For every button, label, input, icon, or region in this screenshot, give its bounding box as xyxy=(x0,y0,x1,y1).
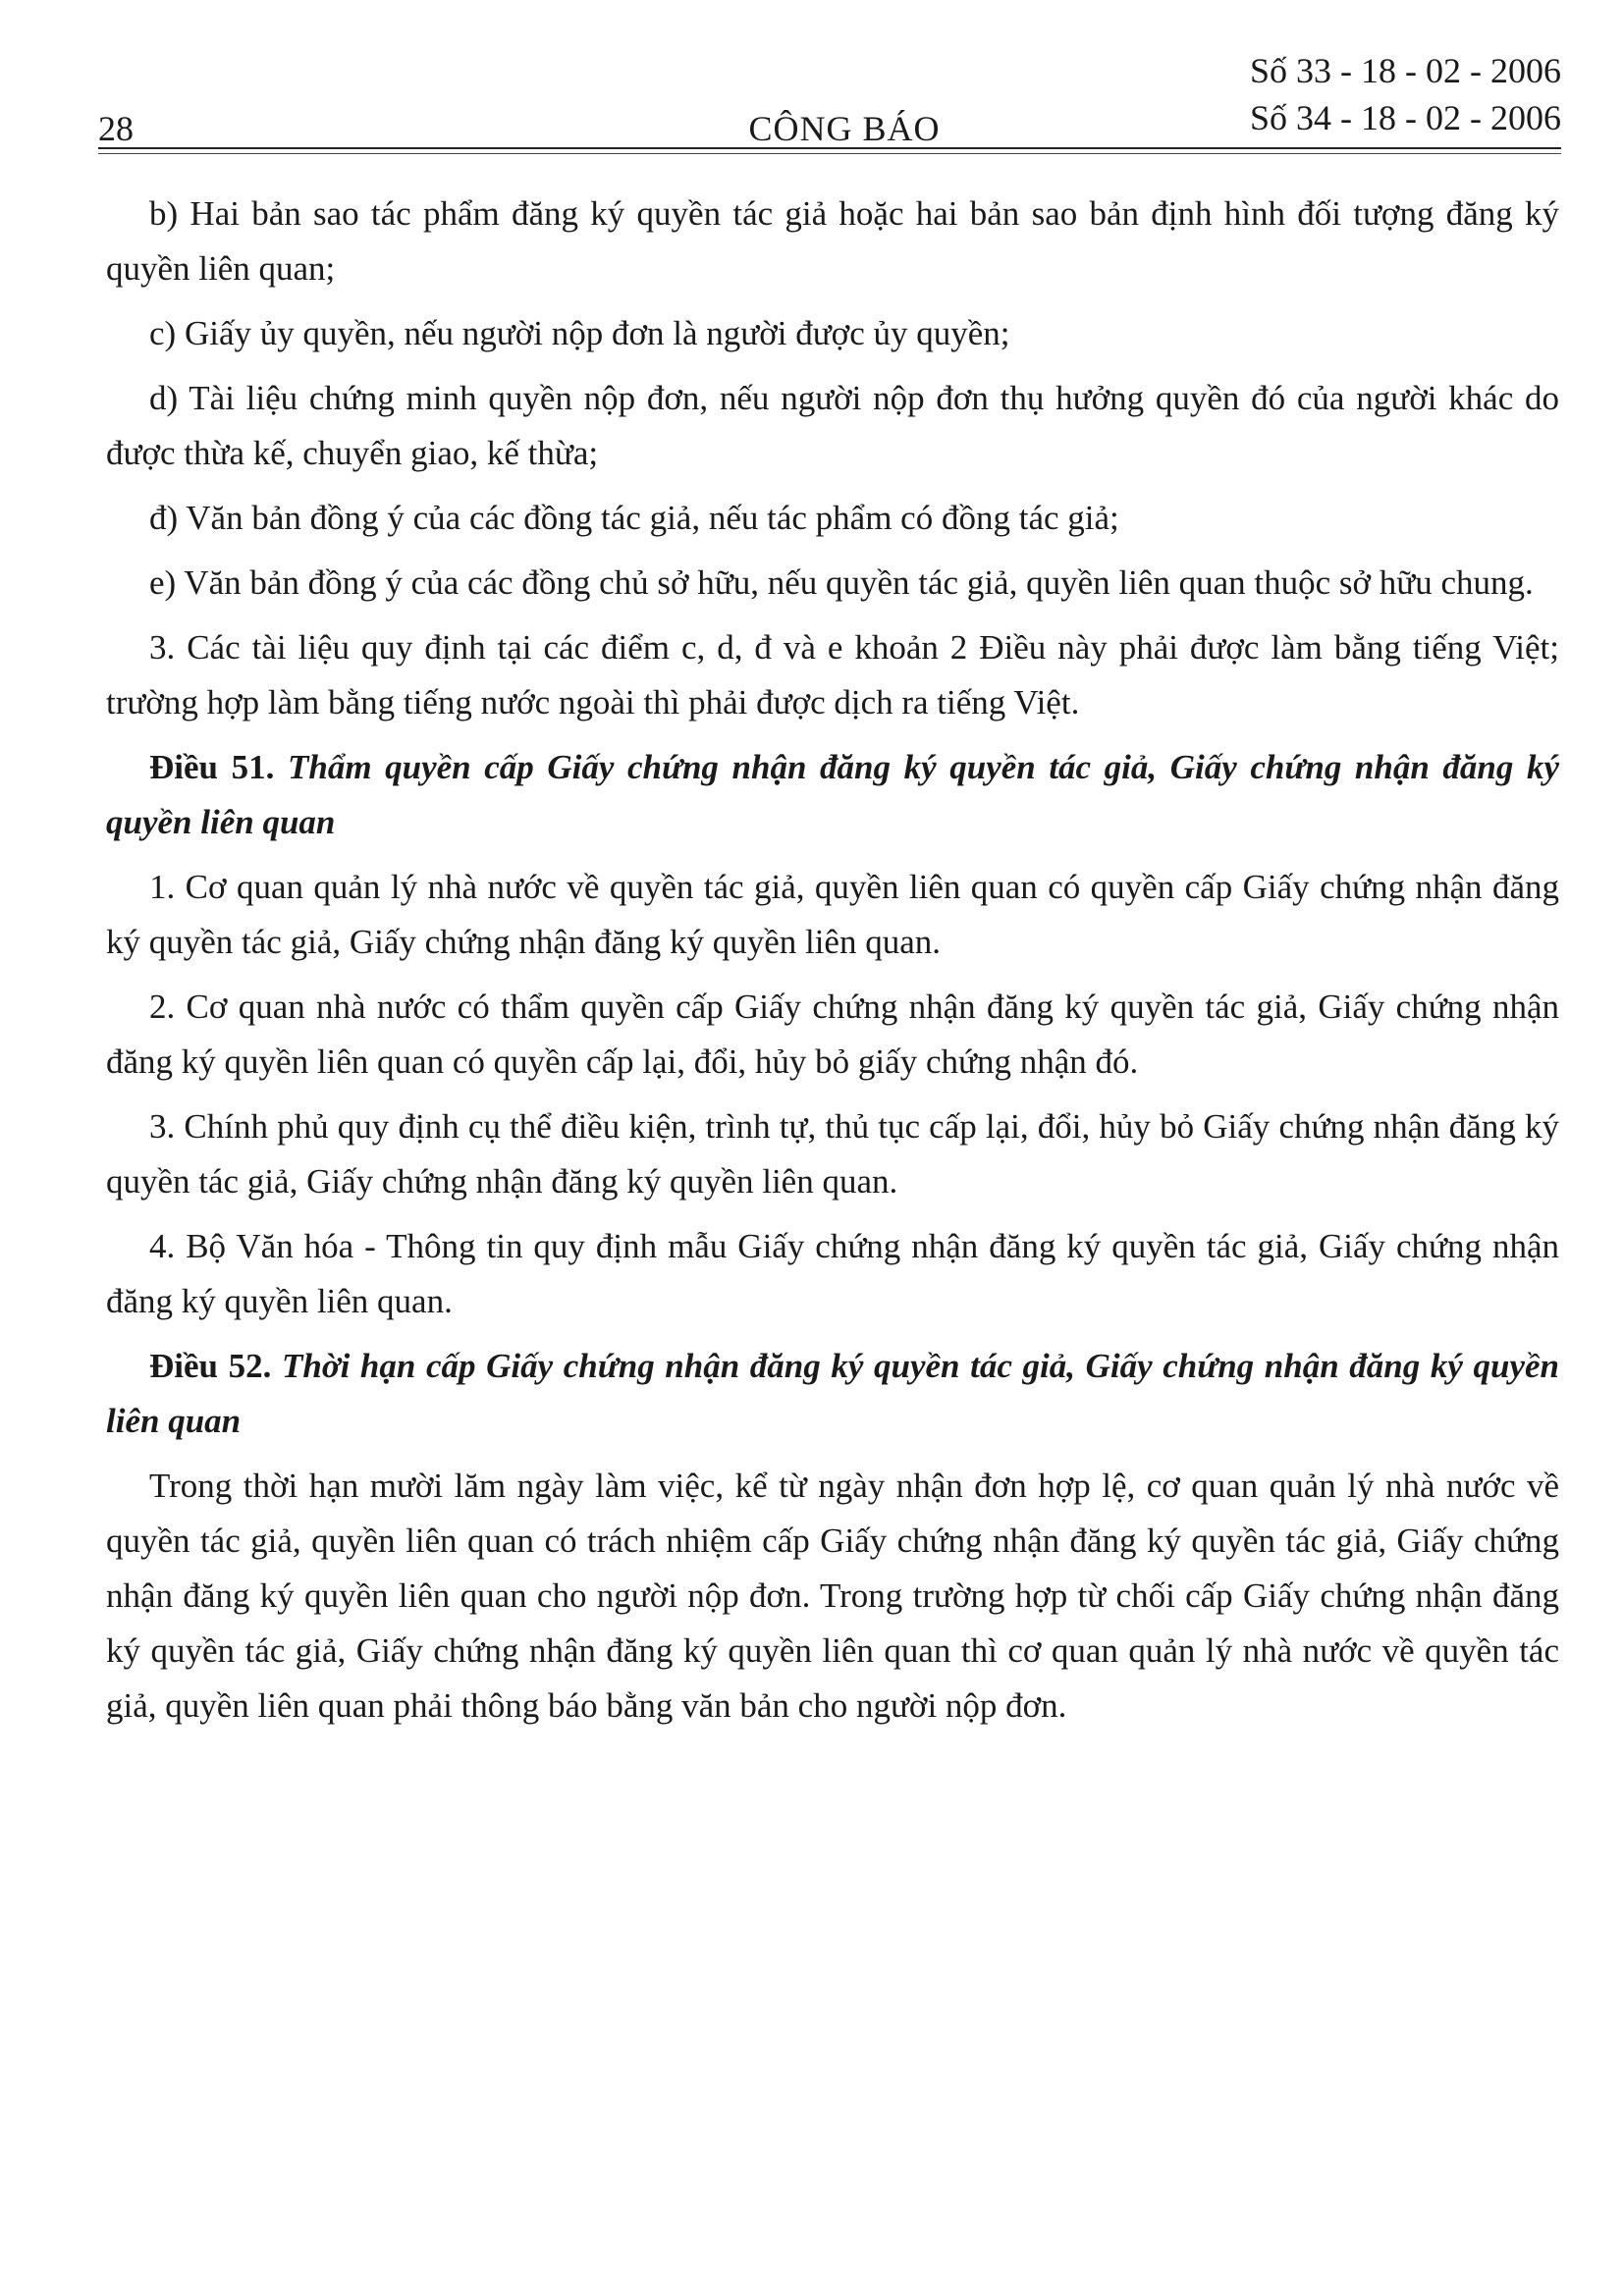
publication-title: CÔNG BÁO xyxy=(748,109,941,148)
clause-3: 3. Các tài liệu quy định tại các điểm c, d, đ và e khoản 2 Điều này phải được làm bằng tiếng Việt; trường hợp làm bằng tiếng nước ngoài thì phải được dịch ra tiếng Việt. xyxy=(106,628,1559,721)
issue-number-2: Số 34 - 18 - 02 - 2006 xyxy=(1250,98,1561,137)
page-number: 28 xyxy=(98,109,134,148)
article-51-clause-4: 4. Bộ Văn hóa - Thông tin quy định mẫu Giấy chứng nhận đăng ký quyền tác giả, Giấy chứng nhận đăng ký quyền liên quan. xyxy=(106,1227,1559,1320)
article-51-clause-2: 2. Cơ quan nhà nước có thẩm quyền cấp Giấy chứng nhận đăng ký quyền tác giả, Giấy chứng nhận đăng ký quyền liên quan có quyền cấp lại, đổi, hủy bỏ giấy chứng nhận đó. xyxy=(106,988,1559,1081)
page-header xyxy=(98,47,1561,155)
article-51-heading xyxy=(106,740,1559,850)
issue-numbers xyxy=(1250,47,1561,141)
article-52-text: Trong thời hạn mười lăm ngày làm việc, kể từ ngày nhận đơn hợp lệ, cơ quan quản lý nhà nước về quyền tác giả, quyền liên quan có trách nhiệm cấp Giấy chứng nhận đăng ký quyền tác giả, Giấy chứng nhận đăng ký quyền liên quan cho người nộp đơn. Trong trường hợp từ chối cấp Giấy chứng nhận đăng ký quyền tác giả, Giấy chứng nhận đăng ký quyền liên quan thì cơ quan quản lý nhà nước về quyền tác giả, quyền liên quan phải thông báo bằng văn bản cho người nộp đơn. xyxy=(106,1467,1559,1725)
clause-2dd: đ) Văn bản đồng ý của các đồng tác giả, nếu tác phẩm có đồng tác giả; xyxy=(149,499,1119,537)
article-52-number: Điều 52. xyxy=(149,1347,272,1385)
clause-2c: c) Giấy ủy quyền, nếu người nộp đơn là người được ủy quyền; xyxy=(149,314,1010,352)
clause-2b: b) Hai bản sao tác phẩm đăng ký quyền tác giả hoặc hai bản sao bản định hình đối tượng đăng ký quyền liên quan; xyxy=(106,194,1559,288)
header-rule xyxy=(98,147,1561,149)
article-51-clause-3: 3. Chính phủ quy định cụ thể điều kiện, trình tự, thủ tục cấp lại, đổi, hủy bỏ Giấy chứng nhận đăng ký quyền tác giả, Giấy chứng nhận đăng ký quyền liên quan. xyxy=(106,1107,1559,1201)
article-51-title: Thẩm quyền cấp Giấy chứng nhận đăng ký quyền tác giả, Giấy chứng nhận đăng ký quyền liên quan xyxy=(106,748,1560,841)
document-body xyxy=(106,187,1559,1743)
header-rule-thin xyxy=(98,153,1561,154)
article-52-heading xyxy=(106,1339,1559,1449)
issue-number-1: Số 33 - 18 - 02 - 2006 xyxy=(1250,51,1561,90)
article-52-title: Thời hạn cấp Giấy chứng nhận đăng ký quyền tác giả, Giấy chứng nhận đăng ký quyền liên quan xyxy=(106,1347,1559,1440)
article-51-clause-1: 1. Cơ quan quản lý nhà nước về quyền tác giả, quyền liên quan có quyền cấp Giấy chứng nhận đăng ký quyền tác giả, Giấy chứng nhận đăng ký quyền liên quan. xyxy=(106,868,1559,961)
clause-2d: d) Tài liệu chứng minh quyền nộp đơn, nếu người nộp đơn thụ hưởng quyền đó của người khác do được thừa kế, chuyển giao, kế thừa; xyxy=(106,379,1559,472)
article-51-number: Điều 51. xyxy=(149,748,275,786)
clause-2e: e) Văn bản đồng ý của các đồng chủ sở hữu, nếu quyền tác giả, quyền liên quan thuộc sở hữu chung. xyxy=(149,563,1534,602)
